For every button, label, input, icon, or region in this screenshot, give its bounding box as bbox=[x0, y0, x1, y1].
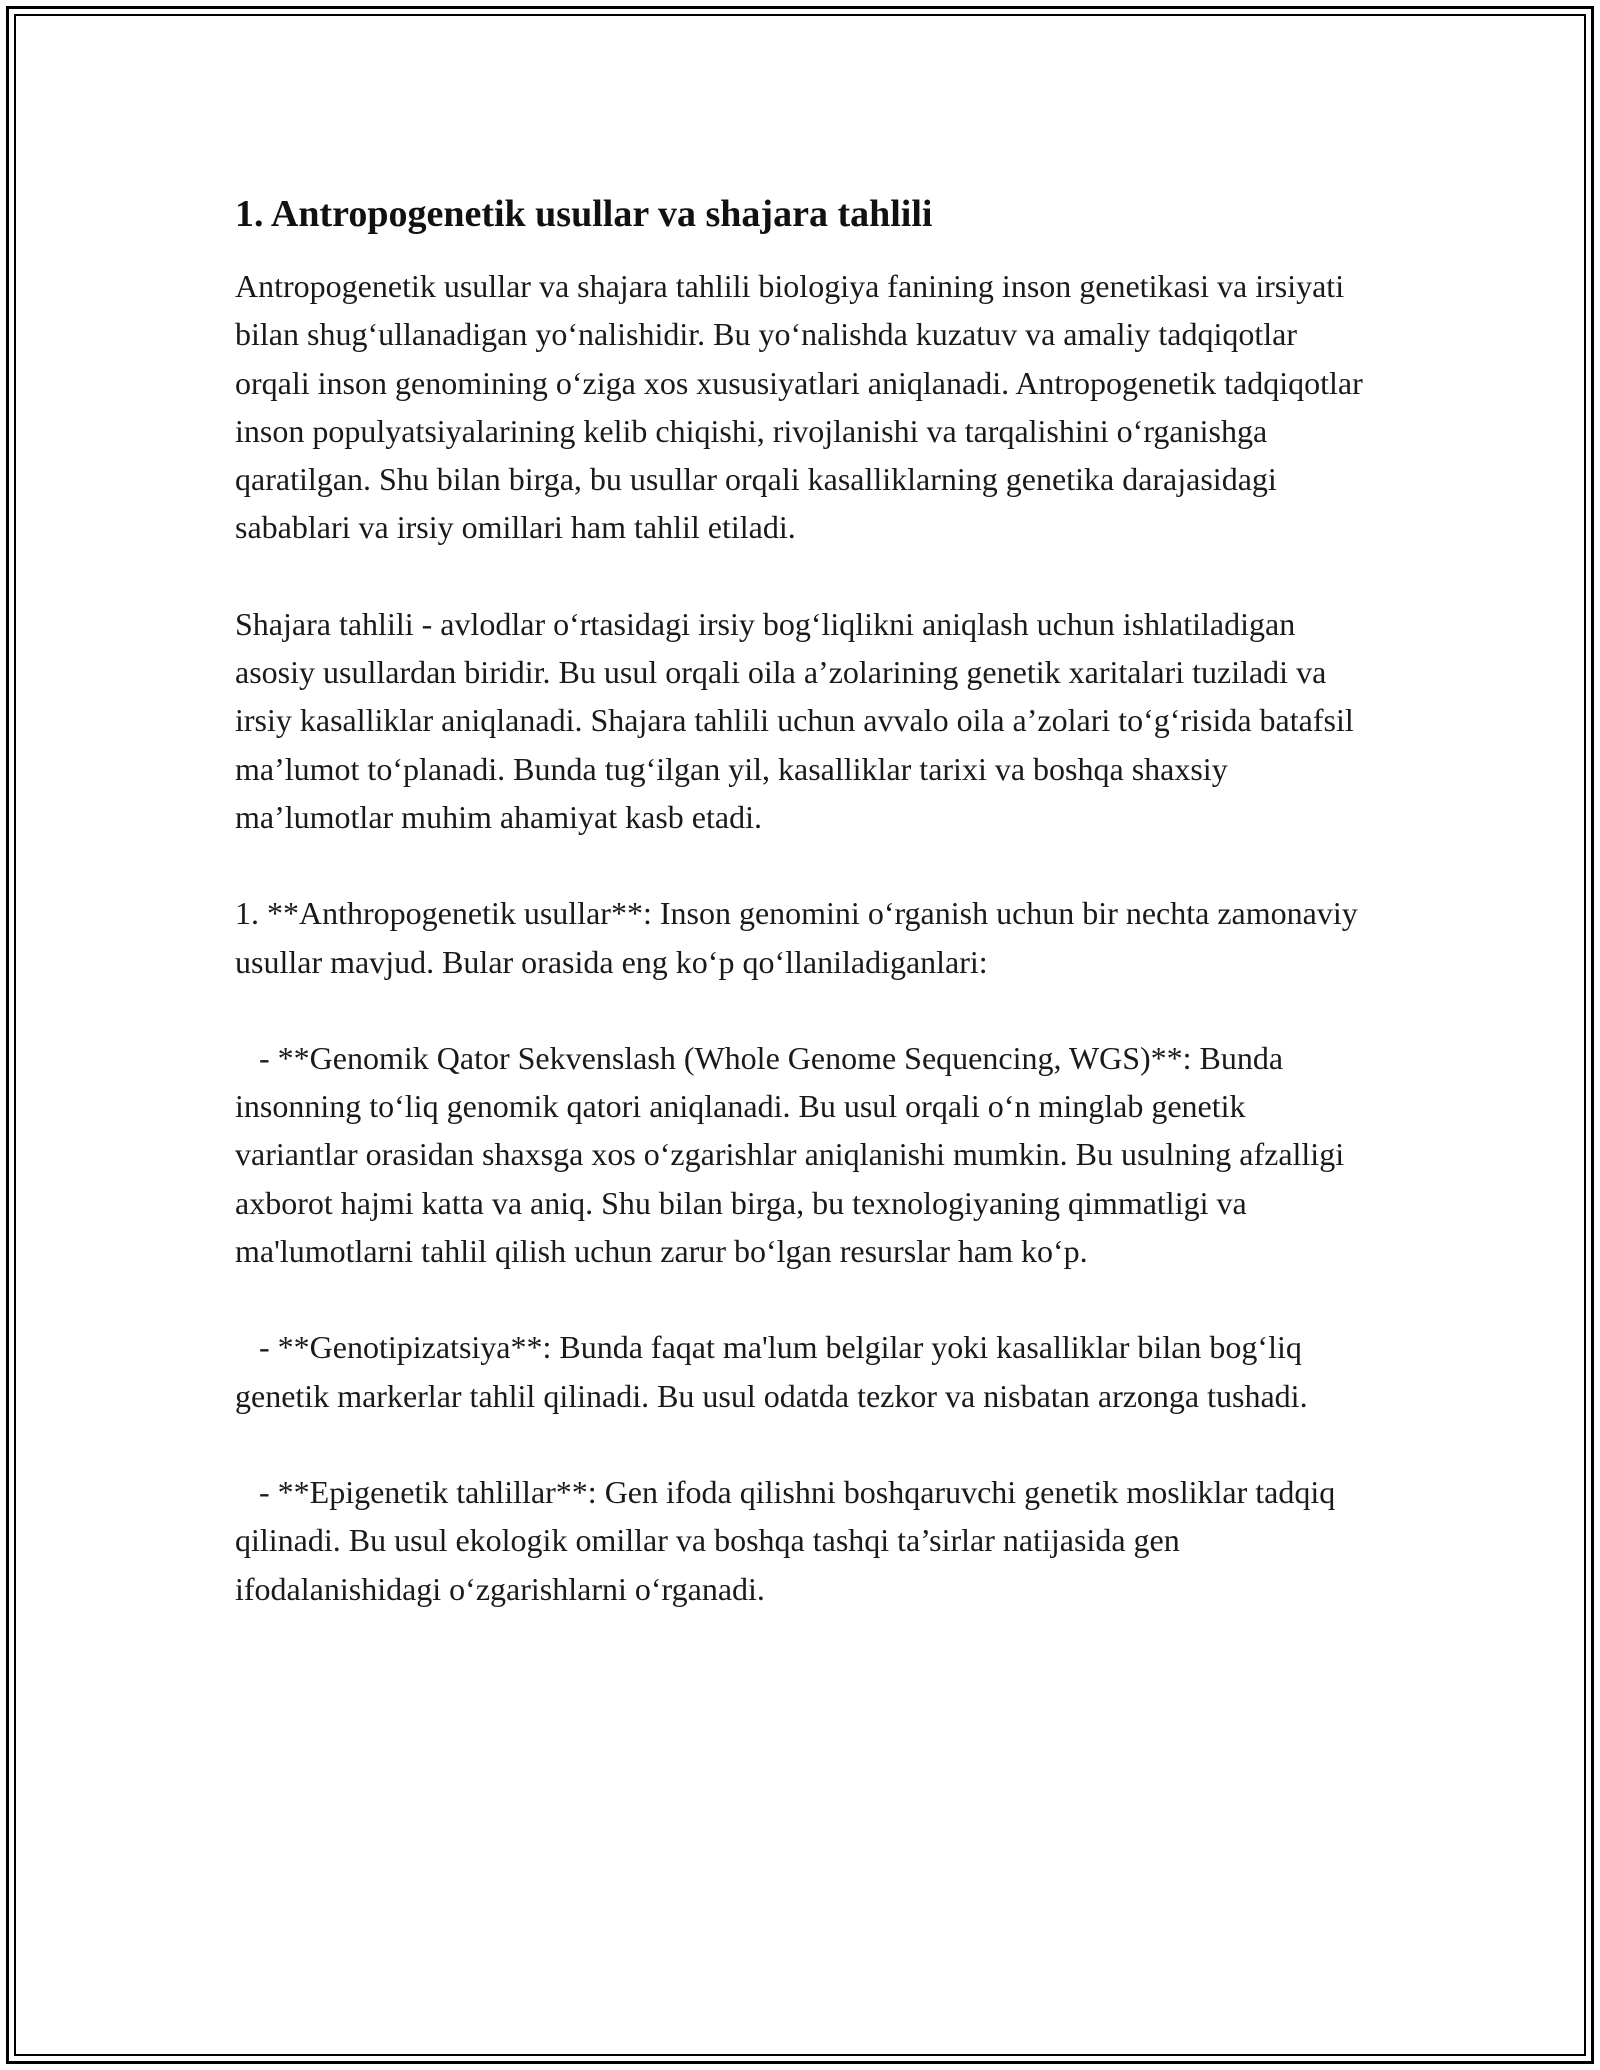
list-item-wgs: - **Genomik Qator Sekvenslash (Whole Genome Sequencing, WGS)**: Bunda insonning to‘liq genomik qatori aniqlanadi. Bu usul orqali o‘n minglab genetik variantlar orasidan shaxsga xos o‘zgarishlar aniqlanishi mumkin. Bu usulning afzalligi axborot hajmi katta va aniq. Shu bilan birga, bu texnologiyaning qimmatligi va ma'lumotlarni tahlil qilish uchun zarur bo‘lgan resurslar ham ko‘p. bbox=[235, 1039, 1353, 1270]
paragraph-intro: Antropogenetik usullar va shajara tahlili biologiya fanining inson genetikasi va irsiyati bilan shug‘ullanadigan yo‘nalishidir. Bu yo‘nalishda kuzatuv va amaliy tadqiqotlar orqali inson genomining o‘ziga xos xususiyatlari aniqlanadi. Antropogenetik tadqiqotlar inson populyatsiyalarining kelib chiqishi, rivojlanishi va tarqalishini o‘rganishga qaratilgan. Shu bilan birga, bu usullar orqali kasalliklarning genetika darajasidagi sabablari va irsiy omillari ham tahlil etiladi. bbox=[235, 268, 1371, 546]
paragraph-pedigree-analysis: Shajara tahlili - avlodlar o‘rtasidagi irsiy bog‘liqlikni aniqlash uchun ishlatiladigan asosiy usullardan biridir. Bu usul orqali oila a’zolarining genetik xaritalari tuziladi va irsiy kasalliklar aniqlanadi. Shajara tahlili uchun avvalo oila a’zolari to‘g‘risida batafsil ma’lumot to‘planadi. Bunda tug‘ilgan yil, kasalliklar tarixi va boshqa shaxsiy ma’lumotlar muhim ahamiyat kasb etadi. bbox=[235, 605, 1362, 835]
document-page bbox=[235, 188, 1375, 1661]
document-title: 1. Antropogenetik usullar va shajara tahlili bbox=[235, 193, 933, 235]
list-item-epigenetics: - **Epigenetik tahlillar**: Gen ifoda qilishni boshqaruvchi genetik mosliklar tadqiq qilinadi. Bu usul ekologik omillar va boshqa tashqi ta’sirlar natijasida gen ifodalanishidagi o‘zgarishlarni o‘rganadi. bbox=[235, 1473, 1344, 1607]
paragraph-methods-list-heading: 1. **Anthropogenetik usullar**: Inson genomini o‘rganish uchun bir nechta zamonaviy usullar mavjud. Bular orasida eng ko‘p qo‘llaniladiganlari: bbox=[235, 895, 1366, 980]
list-item-genotyping: - **Genotipizatsiya**: Bunda faqat ma'lum belgilar yoki kasalliklar bilan bog‘liq genetik markerlar tahlil qilinadi. Bu usul odatda tezkor va nisbatan arzonga tushadi. bbox=[235, 1329, 1310, 1414]
